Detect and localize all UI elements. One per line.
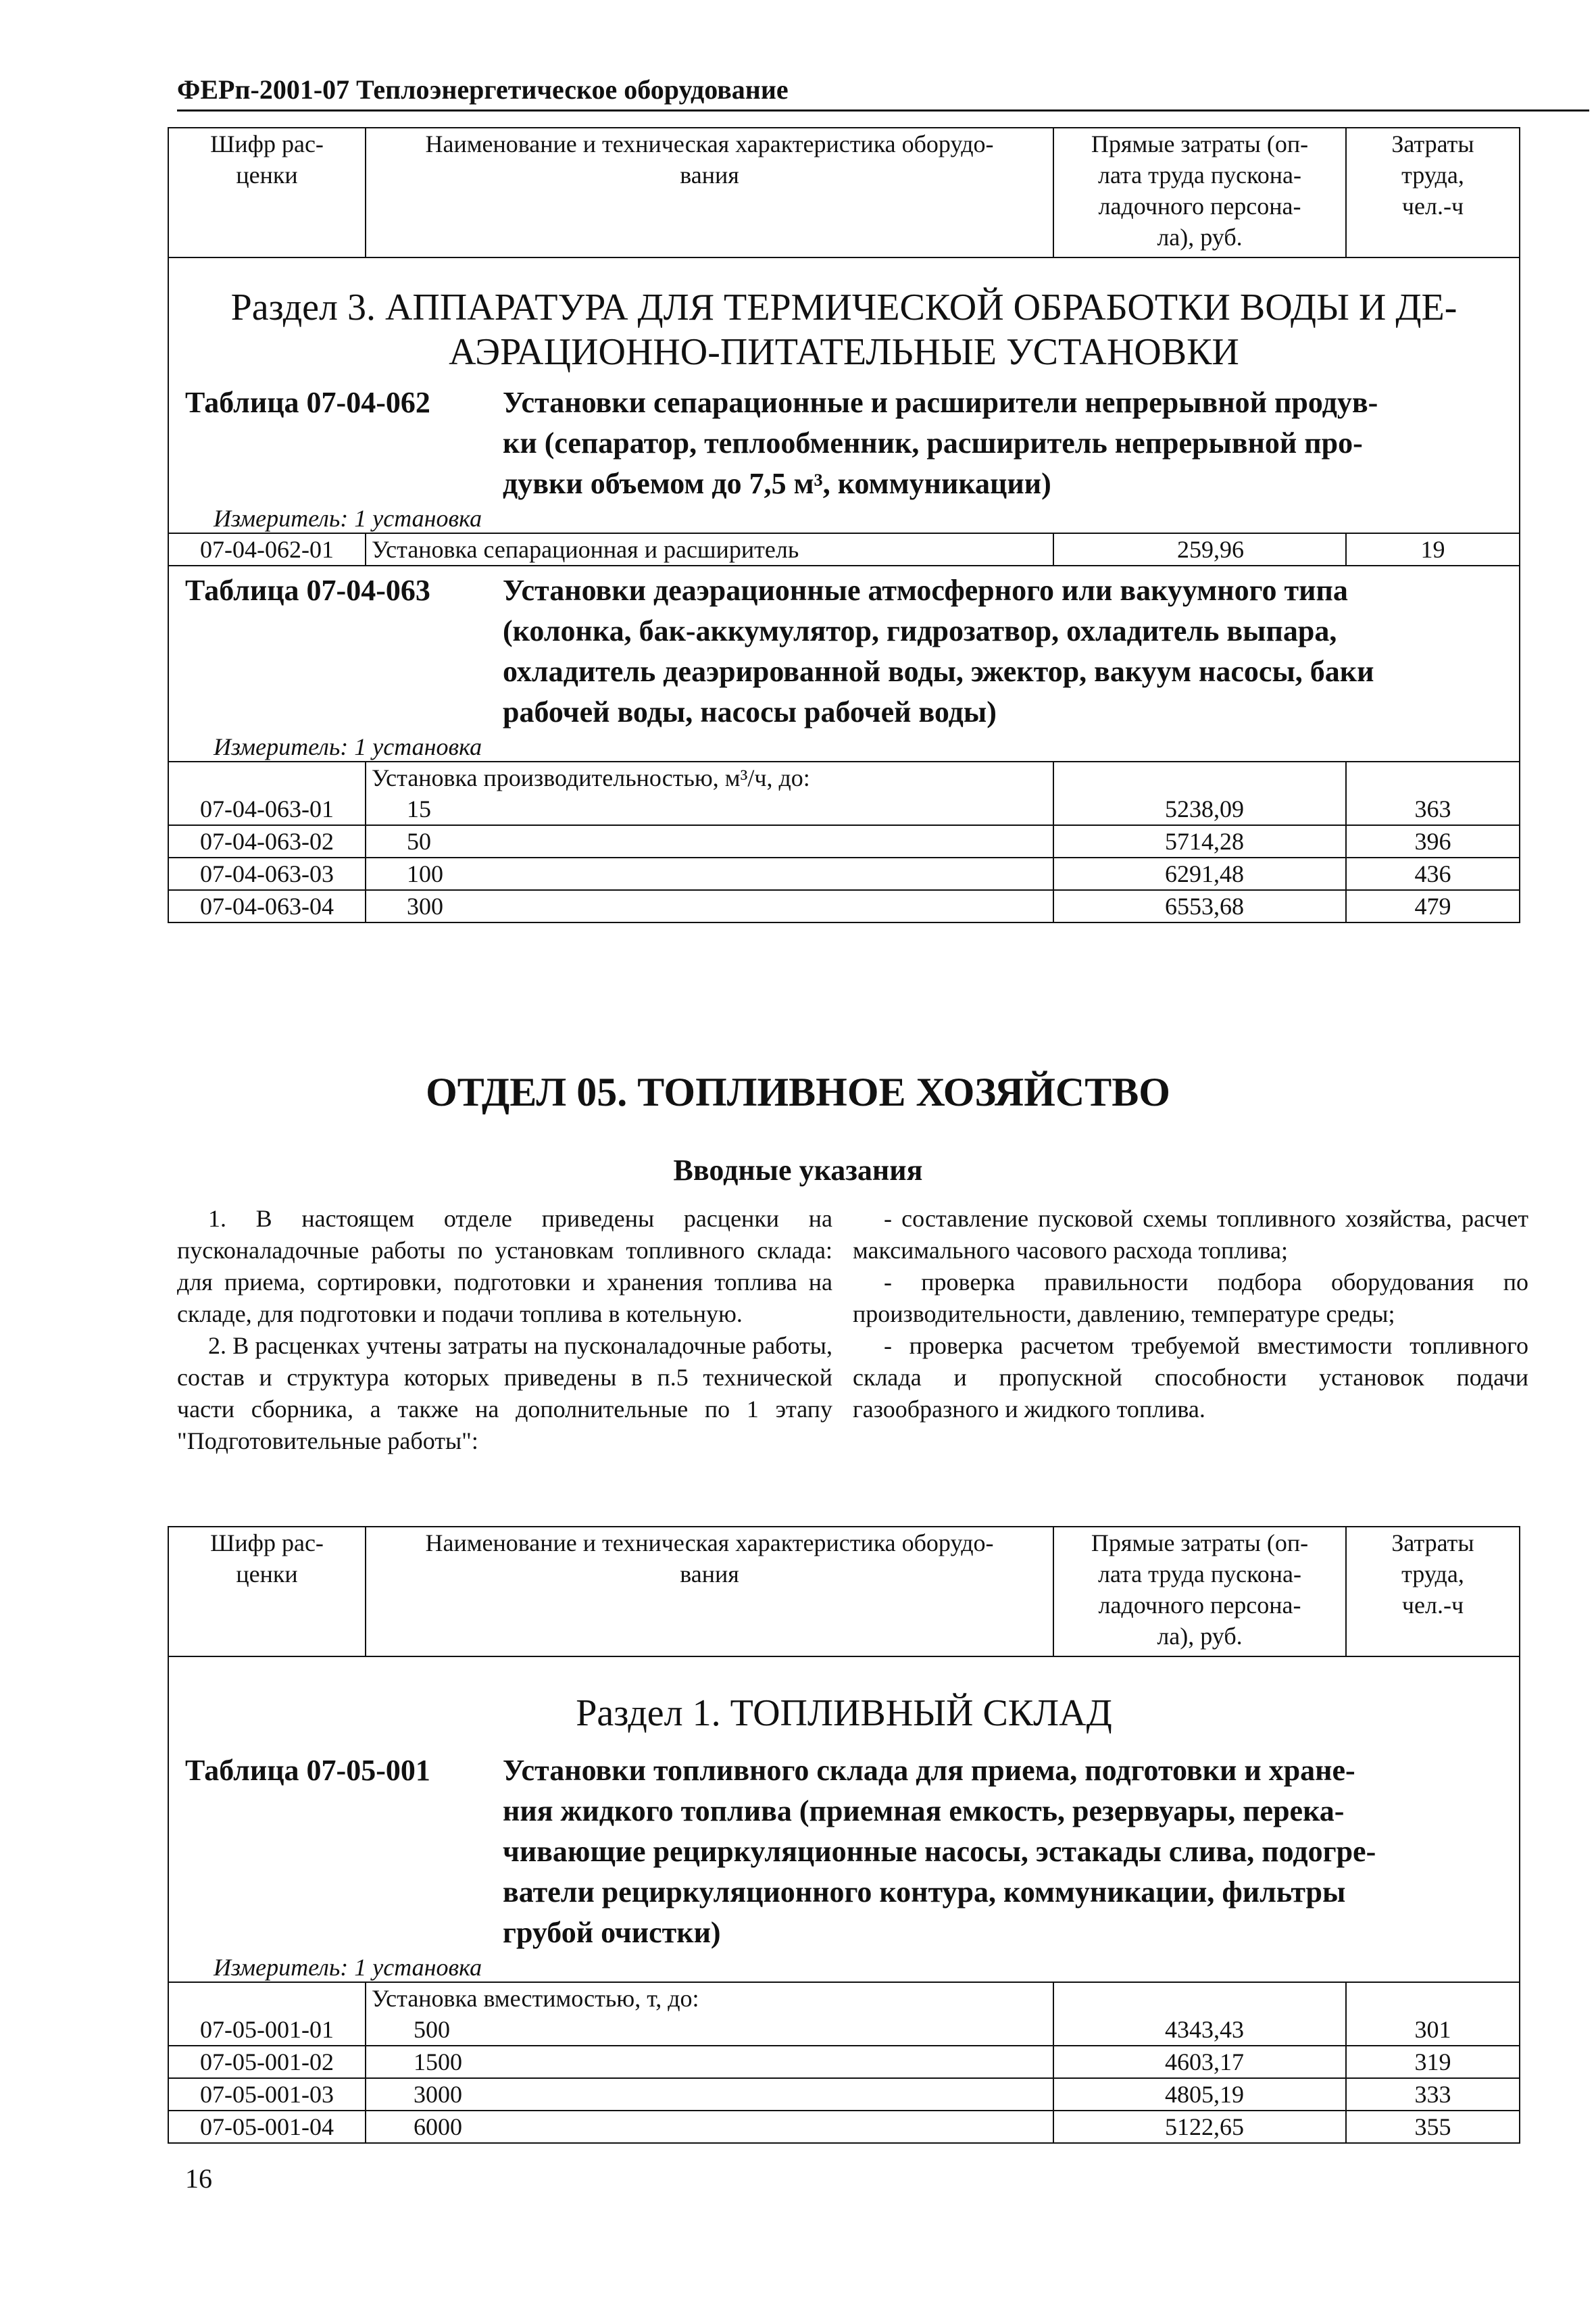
header-labor: Затраты труда, чел.-ч [1346, 1527, 1520, 1656]
row-name: 500 [366, 2014, 1053, 2046]
row-labor: 479 [1346, 890, 1520, 922]
unit-value: 1 установка [354, 733, 482, 760]
row-name: 15 [366, 793, 1053, 825]
table-number: Таблица 07-04-062 [185, 386, 430, 419]
row-cost: 5238,09 [1053, 793, 1346, 825]
row-code: 07-04-063-03 [168, 858, 366, 890]
header-code: Шифр рас- ценки [168, 1527, 366, 1656]
unit-label: Измеритель: [214, 505, 349, 532]
table-row [168, 890, 1520, 922]
unit-value: 1 установка [354, 1954, 482, 1981]
unit-label: Измеритель: [214, 1954, 349, 1981]
row-code: 07-04-063-02 [168, 825, 366, 858]
header-labor: Затраты труда, чел.-ч [1346, 128, 1520, 257]
row-code: 07-05-001-01 [168, 2014, 366, 2046]
table-row [168, 2078, 1520, 2111]
table-caption [169, 1740, 1519, 1953]
row-labor: 19 [1346, 533, 1520, 566]
intro-right-column [853, 1203, 1528, 1425]
row-cost: 5122,65 [1053, 2111, 1346, 2143]
intro-paragraph: - проверка расчетом требуемой вместимости топливного склада и пропускной способности установок подачи газообразного и жидкого топлива. [853, 1332, 1528, 1423]
row-code: 07-04-062-01 [168, 533, 366, 566]
group-label-row [168, 762, 1520, 793]
table-row [168, 793, 1520, 825]
row-labor: 355 [1346, 2111, 1520, 2143]
row-cost: 6553,68 [1053, 890, 1346, 922]
row-cost: 4343,43 [1053, 2014, 1346, 2046]
row-cost: 6291,48 [1053, 858, 1346, 890]
header-name: Наименование и техническая характеристика оборудо- вания [366, 128, 1053, 257]
row-cost: 4805,19 [1053, 2078, 1346, 2111]
group-label: Установка производительностью, м³/ч, до: [366, 762, 1053, 793]
row-code: 07-05-001-04 [168, 2111, 366, 2143]
row-name: 100 [366, 858, 1053, 890]
header-cost: Прямые затраты (оп- лата труда пускона- ладочного персона- ла), руб. [1053, 128, 1346, 257]
row-name: 3000 [366, 2078, 1053, 2111]
unit-line [169, 733, 1519, 761]
row-code: 07-04-063-04 [168, 890, 366, 922]
table-row [168, 858, 1520, 890]
table-title: Установки деаэрационные атмосферного или вакуумного типа (колонка, бак-аккумулятор, гидрозатвор, охладитель выпара, охладитель деаэрированной воды, эжектор, вакуум насосы, баки рабочей воды, насосы рабочей воды) [503, 574, 1374, 729]
group-label-row [168, 1982, 1520, 2014]
section-block [168, 257, 1520, 533]
row-labor: 319 [1346, 2046, 1520, 2078]
table-title: Установки топливного склада для приема, подготовки и хране- ния жидкого топлива (приемная емкость, резервуары, перека- чивающие рециркуляционные насосы, эстакады слива, подогре- ватели рециркуляционного контура, коммуникации, фильтры грубой очистки) [503, 1754, 1376, 1949]
intro-left-column [177, 1203, 832, 1457]
section-block [168, 1656, 1520, 1982]
row-labor: 363 [1346, 793, 1520, 825]
intro-paragraph: 1. В настоящем отделе приведены расценки на пусконаладочные работы по установкам топливного склада: для приема, сортировки, подготовки и хранения топлива на складе, для подготовки и подачи топлива в котельную. [177, 1205, 832, 1327]
intro-paragraph: - проверка правильности подбора оборудования по производительности, давлению, температуре среды; [853, 1269, 1528, 1327]
unit-line [169, 504, 1519, 533]
row-code: 07-04-063-01 [168, 793, 366, 825]
table-number: Таблица 07-04-063 [185, 574, 430, 607]
department-title: ОТДЕЛ 05. ТОПЛИВНОЕ ХОЗЯЙСТВО [426, 1070, 1170, 1114]
price-table-section-3 [168, 127, 1520, 923]
row-name: 50 [366, 825, 1053, 858]
table-header-row [168, 1527, 1520, 1656]
table-row [168, 2111, 1520, 2143]
row-name: Установка сепарационная и расширитель [366, 533, 1053, 566]
row-name: 300 [366, 890, 1053, 922]
unit-value: 1 установка [354, 505, 482, 532]
row-labor: 333 [1346, 2078, 1520, 2111]
section-title: Раздел 3. АППАРАТУРА ДЛЯ ТЕРМИЧЕСКОЙ ОБРАБОТКИ ВОДЫ И ДЕ- АЭРАЦИОННО-ПИТАТЕЛЬНЫЕ УСТАНОВКИ [230, 287, 1457, 373]
table-row [168, 825, 1520, 858]
table-row [168, 2046, 1520, 2078]
group-label: Установка вместимостью, т, до: [366, 1982, 1053, 2014]
table-row [168, 2014, 1520, 2046]
price-table-section-1 [168, 1526, 1520, 2144]
row-labor: 436 [1346, 858, 1520, 890]
row-name: 1500 [366, 2046, 1053, 2078]
row-labor: 396 [1346, 825, 1520, 858]
section-title: Раздел 1. ТОПЛИВНЫЙ СКЛАД [576, 1692, 1112, 1734]
row-code: 07-05-001-03 [168, 2078, 366, 2111]
table-caption [169, 566, 1519, 733]
table-header-row [168, 128, 1520, 257]
table-caption-block [168, 566, 1520, 762]
intro-paragraph: 2. В расценках учтены затраты на пусконаладочные работы, состав и структура которых приведены в п.5 технической части сборника, а также на дополнительные по 1 этапу "Подготовительные работы": [177, 1332, 832, 1454]
intro-paragraph: - составление пусковой схемы топливного хозяйства, расчет максимального часового расхода топлива; [853, 1205, 1528, 1264]
table-row [168, 533, 1520, 566]
intro-title: Вводные указания [673, 1154, 923, 1187]
table-title: Установки сепарационные и расширители непрерывной продув- ки (сепаратор, теплообменник, расширитель непрерывной про- дувки объемом до 7,5 м³, коммуникации) [503, 386, 1378, 500]
row-name: 6000 [366, 2111, 1053, 2143]
row-code: 07-05-001-02 [168, 2046, 366, 2078]
page-number: 16 [185, 2163, 212, 2194]
unit-label: Измеритель: [214, 733, 349, 760]
table-number: Таблица 07-05-001 [185, 1754, 430, 1787]
header-name: Наименование и техническая характеристика оборудо- вания [366, 1527, 1053, 1656]
unit-line [169, 1953, 1519, 1981]
row-cost: 259,96 [1053, 533, 1346, 566]
row-labor: 301 [1346, 2014, 1520, 2046]
header-cost: Прямые затраты (оп- лата труда пускона- ладочного персона- ла), руб. [1053, 1527, 1346, 1656]
row-cost: 4603,17 [1053, 2046, 1346, 2078]
row-cost: 5714,28 [1053, 825, 1346, 858]
header-code: Шифр рас- ценки [168, 128, 366, 257]
running-head: ФЕРп-2001-07 Теплоэнергетическое оборудование [177, 73, 1589, 112]
table-caption [169, 378, 1519, 504]
